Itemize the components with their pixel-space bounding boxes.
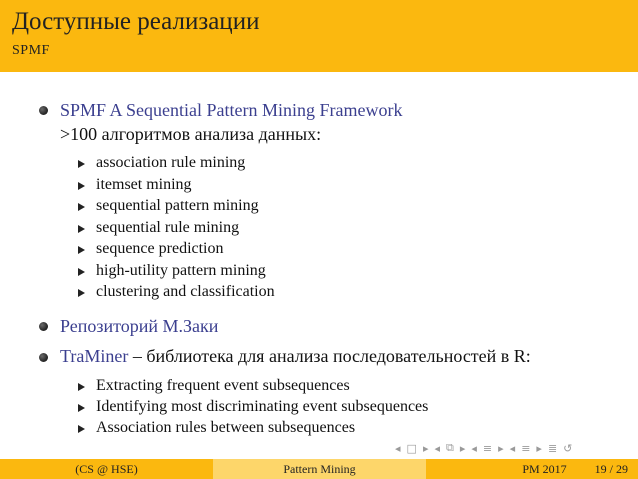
nav-section-icon[interactable]: ≡: [482, 441, 493, 455]
nav-search-icon[interactable]: ↺: [563, 441, 573, 455]
bullet-icon: [39, 353, 48, 362]
nav-frame-prev-icon[interactable]: ◂: [395, 441, 401, 455]
triangle-bullet-icon: [78, 404, 85, 412]
sub-list-item: high-utility pattern mining: [96, 262, 266, 279]
nav-doc-icon[interactable]: ≡: [521, 441, 531, 455]
nav-frame-icon[interactable]: □: [406, 441, 417, 455]
triangle-bullet-icon: [78, 289, 85, 297]
triangle-bullet-icon: [78, 225, 85, 233]
triangle-bullet-icon: [78, 160, 85, 168]
footer-page: 19 / 29: [594, 461, 628, 476]
sub-list-item: Association rules between subsequences: [96, 419, 356, 436]
sub-list-item: association rule mining: [96, 154, 246, 171]
list-item-title[interactable]: SPMF A Sequential Pattern Mining Framework: [60, 100, 403, 120]
footer-date: PM 2017: [522, 461, 567, 476]
footer-right: [426, 459, 638, 479]
traminer-link[interactable]: TraMiner: [60, 346, 129, 366]
list-item-subtitle: >100 алгоритмов анализа данных:: [60, 124, 322, 144]
triangle-bullet-icon: [78, 246, 85, 254]
nav-doc-next-icon[interactable]: ▸: [536, 441, 542, 455]
triangle-bullet-icon: [78, 203, 85, 211]
slide-footer: [0, 459, 638, 479]
nav-doc-prev-icon[interactable]: ◂: [509, 441, 516, 455]
nav-align-icon[interactable]: ≣: [547, 441, 558, 455]
sub-list-item: Extracting frequent event subsequences: [96, 377, 350, 394]
nav-section-next-icon[interactable]: ▸: [498, 441, 504, 455]
triangle-bullet-icon: [78, 182, 85, 190]
sub-list-item: sequential pattern mining: [96, 197, 259, 214]
triangle-bullet-icon: [78, 383, 85, 391]
beamer-navigation: [395, 440, 625, 456]
nav-frame-next-icon[interactable]: ▸: [422, 441, 429, 455]
slide-subtitle: SPMF: [12, 43, 50, 58]
nav-section-prev-icon[interactable]: ◂: [471, 441, 477, 455]
slide-title: Доступные реализации: [12, 8, 260, 35]
sub-list-item: sequence prediction: [96, 240, 224, 257]
sub-list-item: Identifying most discriminating event subsequences: [96, 398, 429, 415]
triangle-bullet-icon: [78, 425, 85, 433]
footer-author: (CS @ HSE): [0, 459, 213, 479]
sub-list-item: clustering and classification: [96, 283, 275, 300]
bullet-icon: [39, 106, 48, 115]
nav-subsection-icon[interactable]: ⧉: [446, 441, 454, 454]
sub-list-item: sequential rule mining: [96, 219, 240, 236]
triangle-bullet-icon: [78, 268, 85, 276]
bullet-icon: [39, 322, 48, 331]
nav-subsection-prev-icon[interactable]: ◂: [434, 441, 440, 455]
sub-list-item: itemset mining: [96, 176, 192, 193]
list-item-title-line: [60, 346, 531, 367]
list-item-title-rest: – библиотека для анализа последовательностей в R:: [128, 346, 531, 366]
list-item-title[interactable]: Репозиторий М.Заки: [60, 316, 219, 336]
footer-title: Pattern Mining: [213, 459, 426, 479]
nav-subsection-next-icon[interactable]: ▸: [459, 441, 466, 455]
